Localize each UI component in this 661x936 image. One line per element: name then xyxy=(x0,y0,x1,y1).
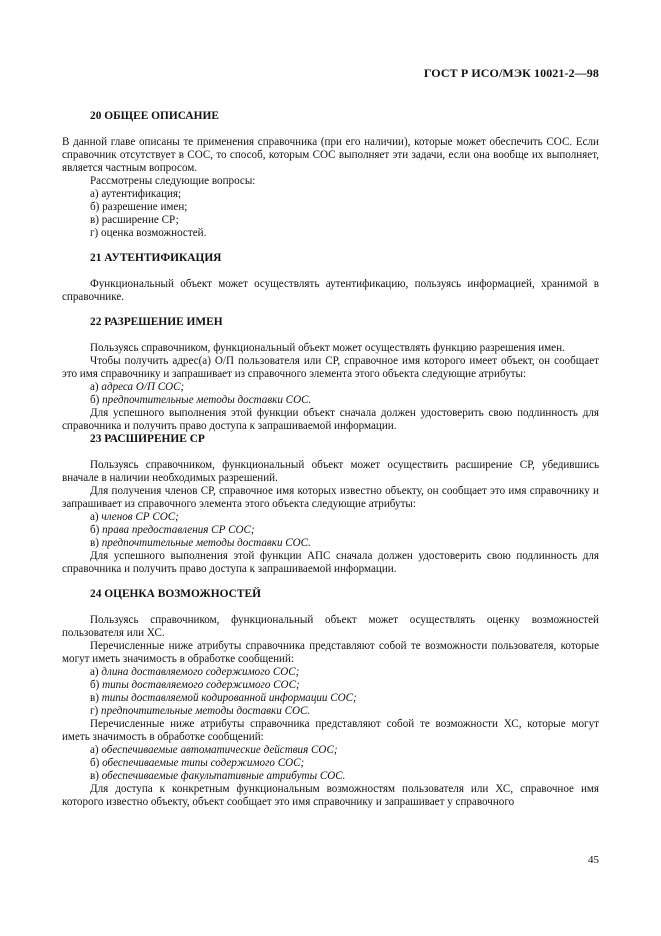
section-20-item-a: а) аутентификация; xyxy=(90,188,182,200)
section-20-item-c: в) расширение СР; xyxy=(90,214,179,226)
section-22-item-b: б) предпочтительные методы доставки СОС. xyxy=(90,394,312,406)
document-header: ГОСТ Р ИСО/МЭК 10021-2—98 xyxy=(423,66,599,80)
page-number: 45 xyxy=(588,854,599,866)
section-24-list1-item-c: в) типы доставляемой кодированной информации СОС; xyxy=(90,692,357,704)
section-24-paragraph-2: Перечисленные ниже атрибуты справочника представляют собой те возможности пользователя, которые могут иметь значимость в обработке сообщений: xyxy=(62,640,599,665)
section-20-item-b: б) разрешение имен; xyxy=(90,201,188,213)
section-23-heading: 23 РАСШИРЕНИЕ СР xyxy=(90,433,205,445)
section-23-paragraph-3: Для успешного выполнения этой функции АПС сначала должен удостоверить свою подлинность для справочника и получить право доступа к запрашиваемой информации. xyxy=(62,550,599,575)
section-24-paragraph-1: Пользуясь справочником, функциональный объект может осуществлять оценку возможностей пользователя или ХС. xyxy=(62,614,599,639)
section-24-list2-item-b: б) обеспечиваемые типы содержимого СОС; xyxy=(90,757,305,769)
page-content xyxy=(62,110,599,809)
section-24-list2-item-c: в) обеспечиваемые факультативные атрибуты СОС. xyxy=(90,770,346,782)
section-23-item-a: а) членов СР СОС; xyxy=(90,511,179,523)
section-24-list1-item-d: г) предпочтительные методы доставки СОС. xyxy=(90,705,311,717)
section-20-paragraph-2: Рассмотрены следующие вопросы: xyxy=(90,175,256,187)
section-24-list1-item-a: а) длина доставляемого содержимого СОС; xyxy=(90,666,300,678)
section-23-item-b: б) права предоставления СР СОС; xyxy=(90,524,255,536)
section-23-paragraph-2: Для получения членов СР, справочное имя которых известно объекту, он сообщает это имя справочнику и запрашивает из справочного элемента этого объекта следующие атрибуты: xyxy=(62,485,599,510)
section-24-paragraph-3: Перечисленные ниже атрибуты справочника представляют собой те возможности ХС, которые могут иметь значимость в обработке сообщений: xyxy=(62,718,599,743)
section-21-paragraph-1: Функциональный объект может осуществлять аутентификацию, пользуясь информацией, хранимой в справочнике. xyxy=(62,278,599,303)
section-22-paragraph-2: Чтобы получить адрес(а) О/П пользователя или СР, справочное имя которого имеет объект, он сообщает это имя справочнику и запрашивает из справочного элемента этого объекта следующие атрибуты: xyxy=(62,355,599,380)
section-24-list1-item-b: б) типы доставляемого содержимого СОС; xyxy=(90,679,300,691)
section-20-paragraph-1: В данной главе описаны те применения справочника (при его наличии), которые может обеспечить СОС. Если справочник отсутствует в СОС, то способ, которым СОС выполняет эти задачи, если она вообще их выполняет, является частным вопросом. xyxy=(62,136,599,174)
section-21-heading: 21 АУТЕНТИФИКАЦИЯ xyxy=(90,252,222,264)
section-20-item-d: г) оценка возможностей. xyxy=(90,227,207,239)
section-23-paragraph-1: Пользуясь справочником, функциональный объект может осуществить расширение СР, убедившись вначале в наличии необходимых разрешений. xyxy=(62,459,599,484)
section-24-list2-item-a: а) обеспечиваемые автоматические действия СОС; xyxy=(90,744,338,756)
section-22-paragraph-1: Пользуясь справочником, функциональный объект может осуществлять функцию разрешения имен. xyxy=(90,342,565,354)
section-22-item-a: а) адреса О/П СОС; xyxy=(90,381,185,393)
section-23-item-c: в) предпочтительные методы доставки СОС. xyxy=(90,537,311,549)
section-22-heading: 22 РАЗРЕШЕНИЕ ИМЕН xyxy=(90,316,223,328)
section-20-heading: 20 ОБЩЕЕ ОПИСАНИЕ xyxy=(90,110,219,122)
section-24-heading: 24 ОЦЕНКА ВОЗМОЖНОСТЕЙ xyxy=(90,588,261,600)
section-24-paragraph-4: Для доступа к конкретным функциональным возможностям пользователя или ХС, справочное имя которого известно объекту, объект сообщает это имя справочнику и запрашивает у справочного xyxy=(62,783,599,808)
section-22-paragraph-3: Для успешного выполнения этой функции объект сначала должен удостоверить свою подлинность для справочника и получить право доступа к запрашиваемой информации. xyxy=(62,407,599,432)
